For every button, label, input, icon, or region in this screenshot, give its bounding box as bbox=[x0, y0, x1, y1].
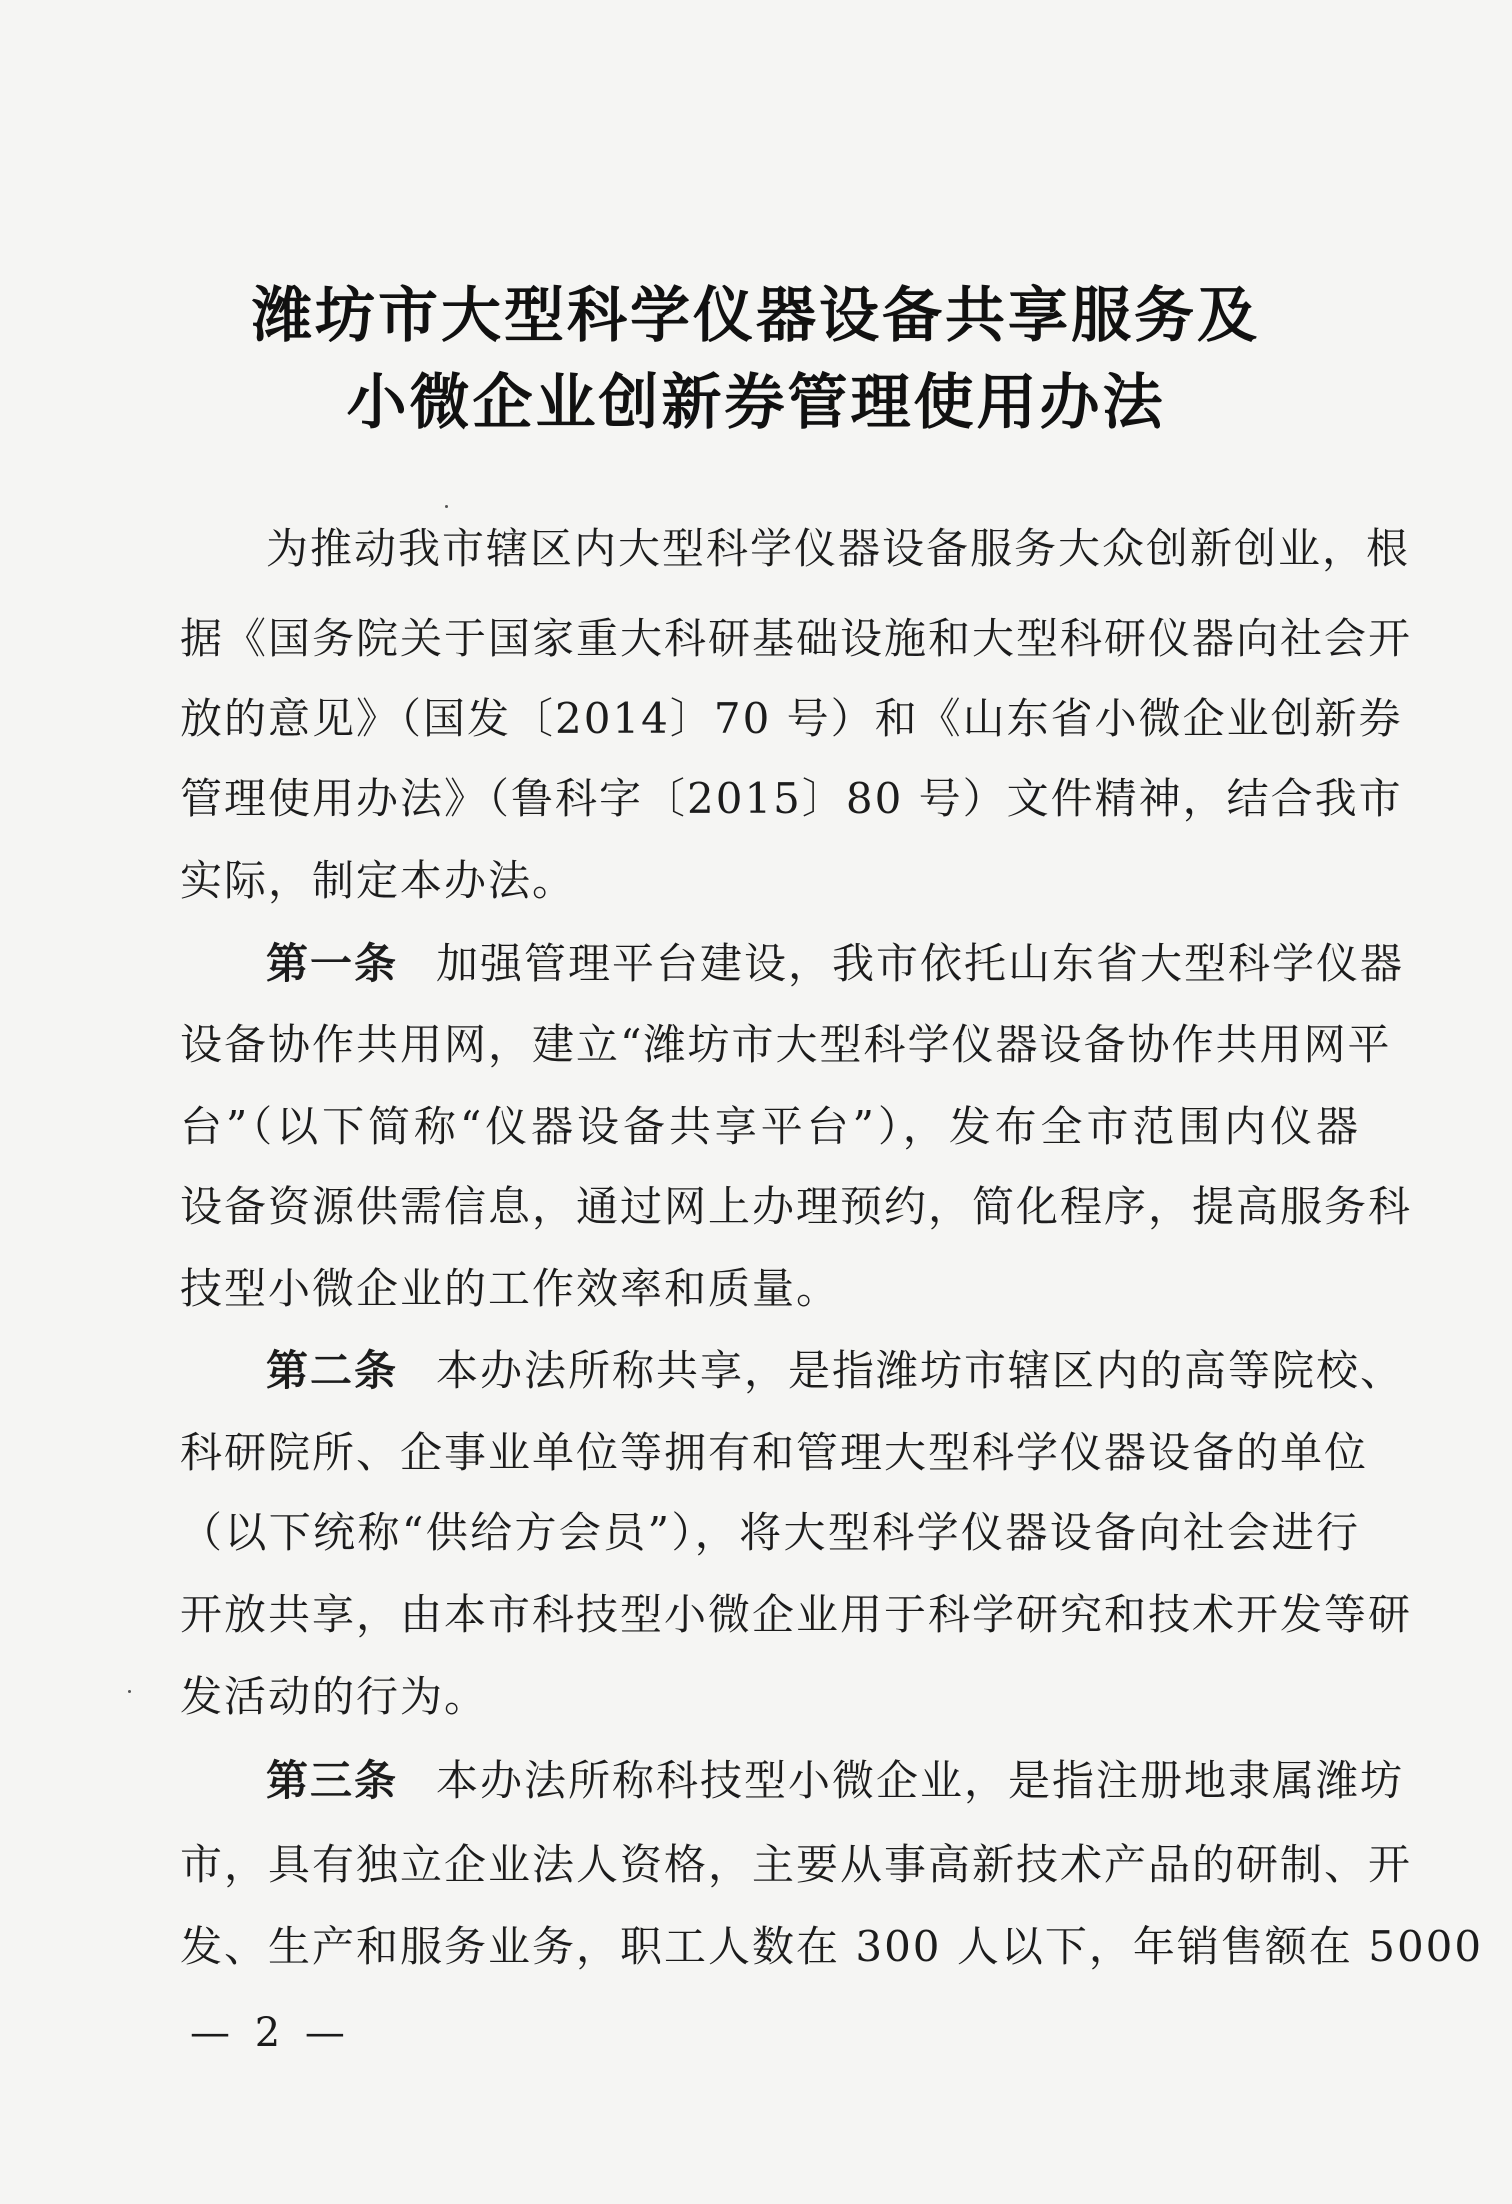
article-3-heading: 第三条 bbox=[266, 1756, 399, 1805]
article-2-line: （以下统称“供给方会员”），将大型科学仪器设备向社会进行 bbox=[180, 1508, 1360, 1557]
article-1-line: 设备协作共用网，建立“潍坊市大型科学仪器设备协作共用网平 bbox=[180, 1020, 1392, 1069]
article-3-line: 市，具有独立企业法人资格，主要从事高新技术产品的研制、开 bbox=[180, 1840, 1413, 1889]
article-3-first-text: 本办法所称科技型小微企业，是指注册地隶属潍坊 bbox=[436, 1756, 1405, 1805]
article-3-first-line bbox=[266, 1752, 1405, 1810]
article-2-first-line bbox=[266, 1342, 1405, 1400]
scan-speck bbox=[445, 505, 448, 508]
article-2-first-text: 本办法所称共享，是指潍坊市辖区内的高等院校、 bbox=[436, 1346, 1405, 1395]
document-title-line-1: 潍坊市大型科学仪器设备共享服务及 bbox=[252, 281, 1260, 351]
scan-speck bbox=[128, 1690, 131, 1693]
article-1-first-line bbox=[266, 935, 1405, 993]
article-2-heading: 第二条 bbox=[266, 1346, 399, 1395]
document-title-line-2: 小微企业创新券管理使用办法 bbox=[346, 368, 1166, 438]
article-1-first-text: 加强管理平台建设，我市依托山东省大型科学仪器 bbox=[436, 939, 1405, 988]
article-1-heading: 第一条 bbox=[266, 939, 399, 988]
preamble-line: 放的意见》（国发〔2014〕70 号）和《山东省小微企业创新券 bbox=[180, 694, 1403, 743]
article-2-line: 发活动的行为。 bbox=[180, 1672, 489, 1721]
preamble-line: 为推动我市辖区内大型科学仪器设备服务大众创新创业，根 bbox=[266, 524, 1411, 573]
preamble-line: 据《国务院关于国家重大科研基础设施和大型科研仪器向社会开 bbox=[180, 614, 1413, 663]
preamble-line: 实际，制定本办法。 bbox=[180, 856, 577, 905]
article-2-line: 科研院所、企事业单位等拥有和管理大型科学仪器设备的单位 bbox=[180, 1428, 1369, 1477]
article-3-line: 发、生产和服务业务，职工人数在 300 人以下，年销售额在 5000 bbox=[180, 1922, 1484, 1971]
page-number: — 2 — bbox=[190, 2010, 351, 2056]
article-1-line: 设备资源供需信息，通过网上办理预约，简化程序，提高服务科 bbox=[180, 1182, 1413, 1231]
article-2-line: 开放共享，由本市科技型小微企业用于科学研究和技术开发等研 bbox=[180, 1590, 1413, 1639]
preamble-line: 管理使用办法》（鲁科字〔2015〕80 号）文件精神，结合我市 bbox=[180, 774, 1403, 823]
article-1-line: 台”（以下简称“仪器设备共享平台”），发布全市范围内仪器 bbox=[180, 1102, 1360, 1151]
article-1-line: 技型小微企业的工作效率和质量。 bbox=[180, 1264, 841, 1313]
